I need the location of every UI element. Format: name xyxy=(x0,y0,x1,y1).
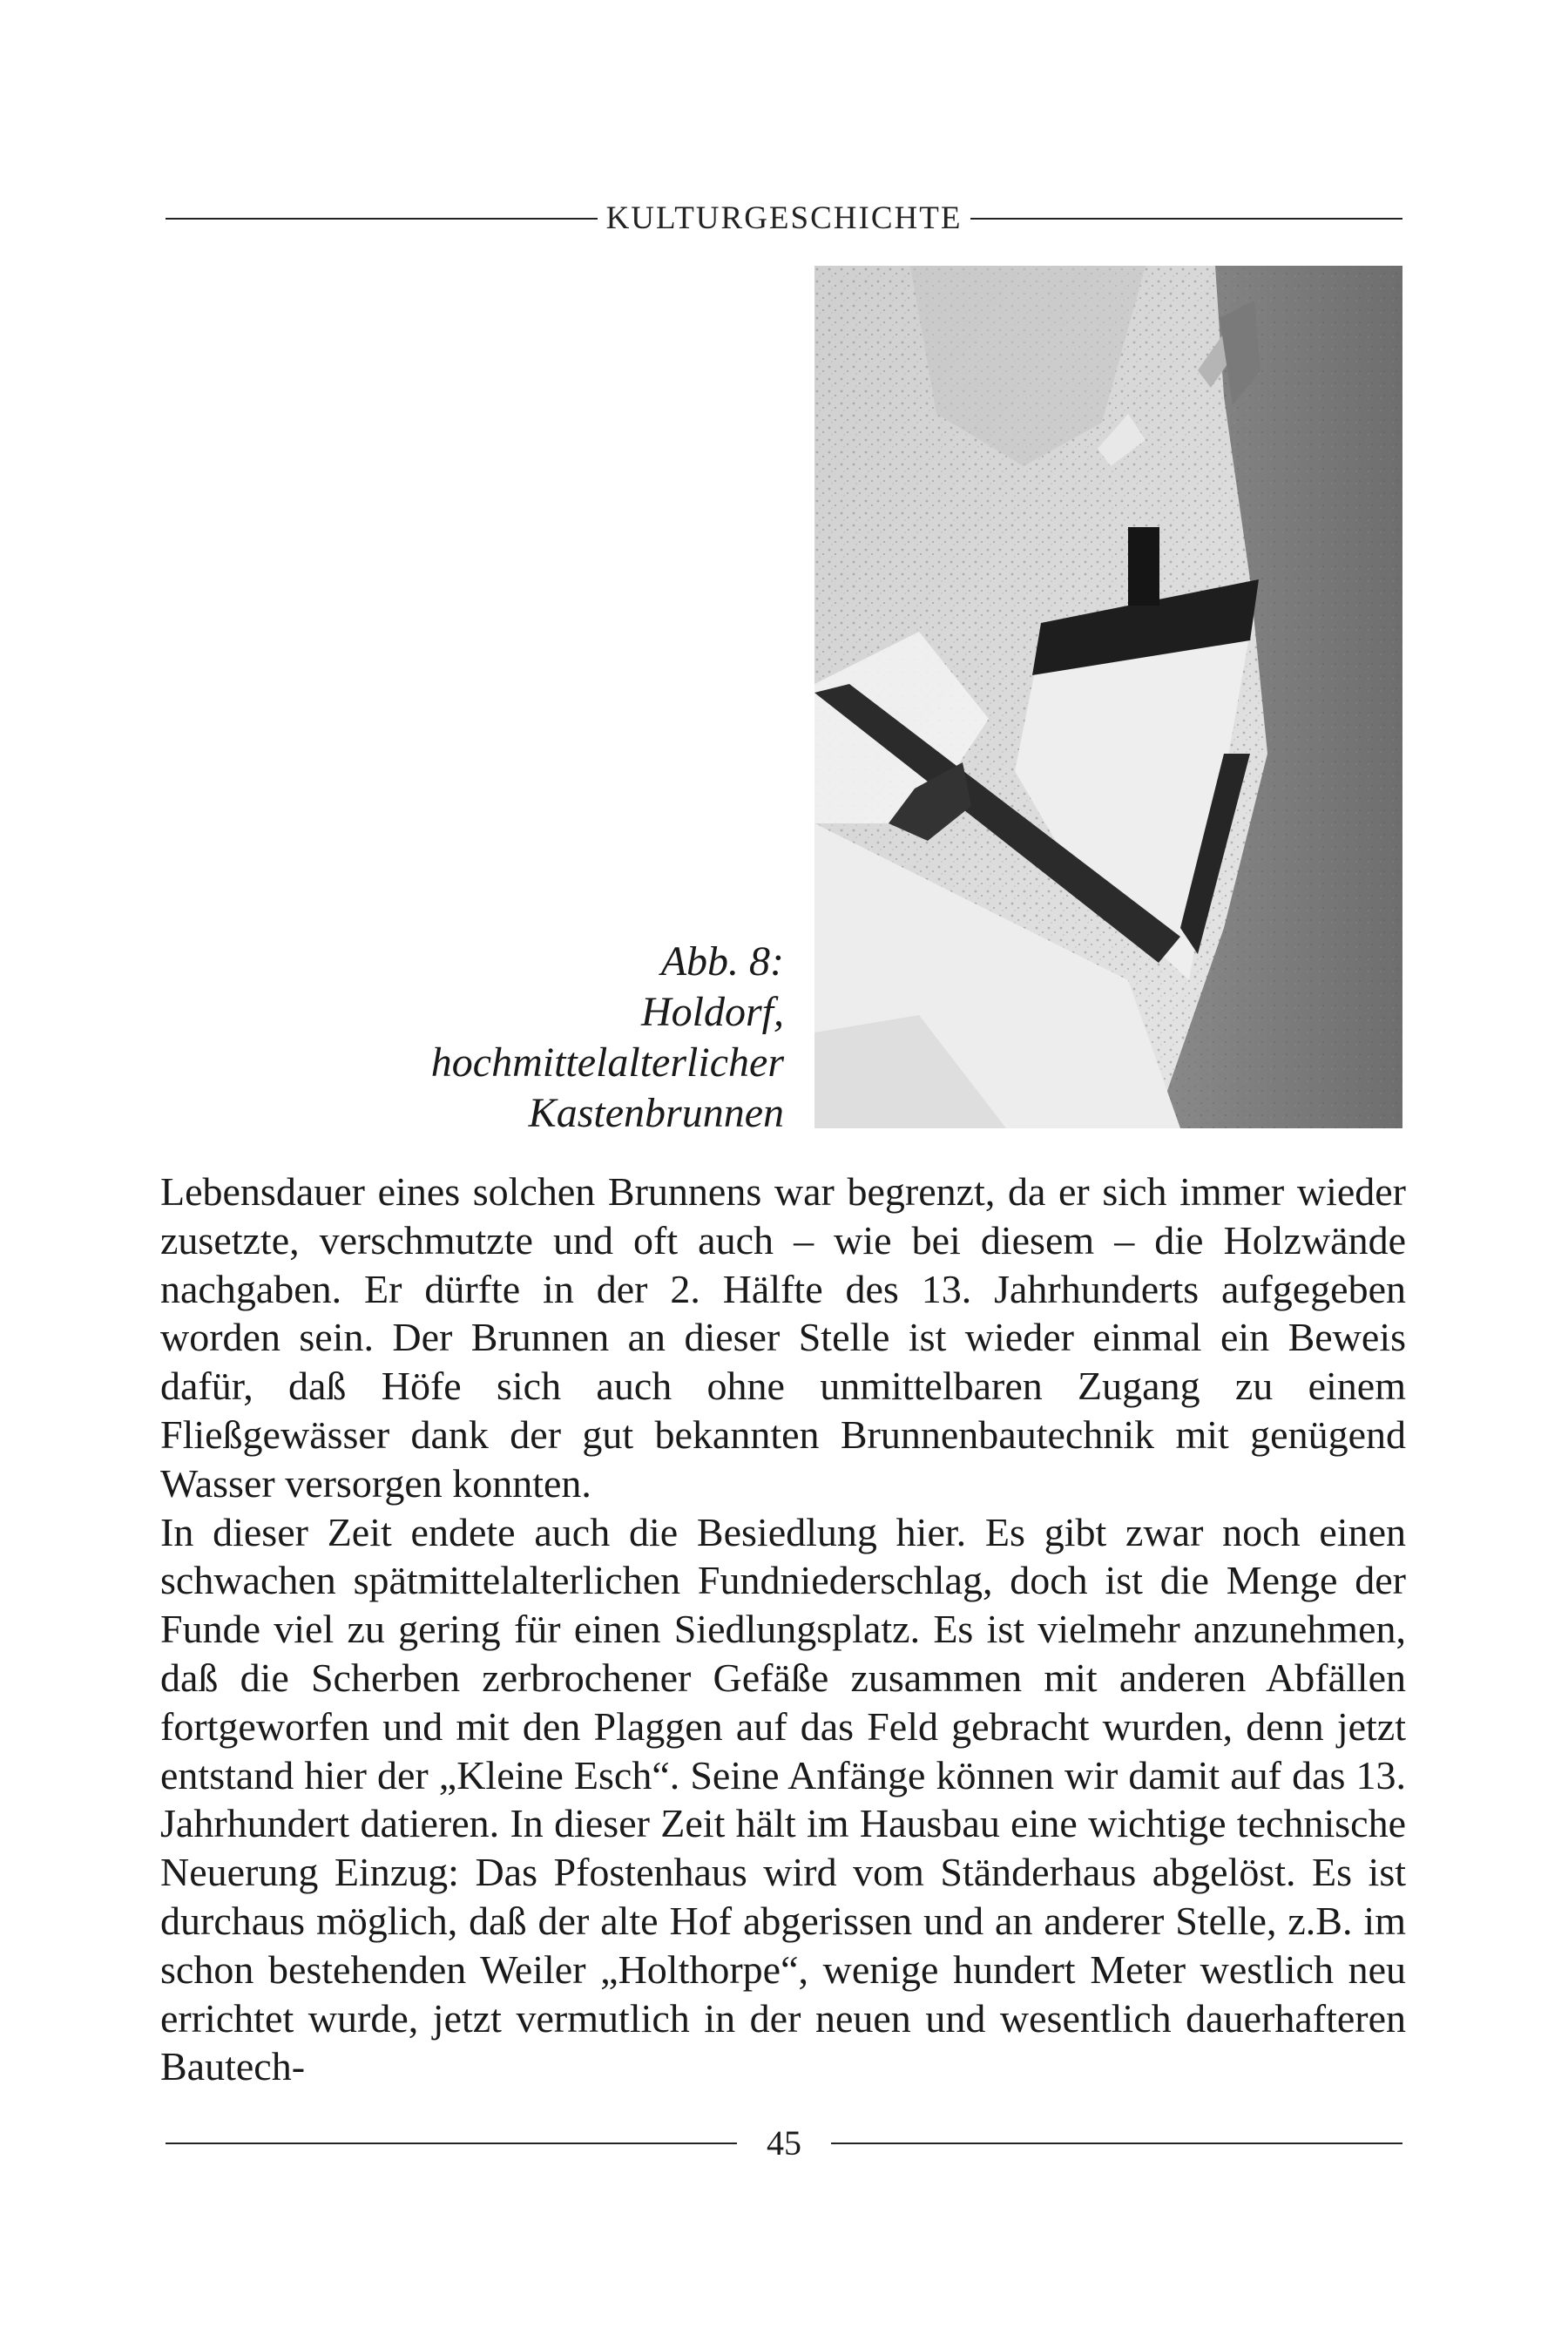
excavation-photo xyxy=(814,266,1402,1128)
running-header xyxy=(166,202,1402,234)
footer-rule-left xyxy=(166,2143,737,2144)
page-footer xyxy=(166,2123,1402,2163)
paragraph-2: In dieser Zeit endete auch die Besiedlung hier. Es gibt zwar noch einen schwachen spätmittelalterlichen Fundniederschlag, doch ist die Menge der Funde viel zu gering für einen Siedlungsplatz. Es ist vielmehr anzunehmen, daß die Scherben zerbrochener Gefäße zusammen mit anderen Abfällen fortgeworfen und mit den Plaggen auf das Feld gebracht wurden, denn jetzt entstand hier der „Kleine Esch“. Seine Anfänge können wir damit auf das 13. Jahrhundert datieren. In dieser Zeit hält im Hausbau eine wichtige technische Neuerung Einzug: Das Pfostenhaus wird vom Ständerhaus abgelöst. Es ist durchaus möglich, daß der alte Hof abgerissen und an anderer Stelle, z.B. im schon bestehenden Weiler „Holthorpe“, wenige hundert Meter westlich neu errichtet wurde, jetzt vermutlich in der neuen und wesentlich dauerhafteren Bautech- xyxy=(160,1509,1406,2089)
well-photo-illustration xyxy=(814,266,1402,1128)
caption-line-2: Holdorf, xyxy=(640,989,784,1035)
header-title: KULTURGESCHICHTE xyxy=(605,200,963,236)
caption-line-3: hochmittelalterlicher xyxy=(430,1039,784,1086)
caption-line-4: Kastenbrunnen xyxy=(528,1090,784,1136)
footer-rule-right xyxy=(831,2143,1402,2144)
header-rule-right xyxy=(970,218,1402,220)
page-number: 45 xyxy=(767,2123,801,2163)
figure-caption xyxy=(431,937,784,1139)
caption-line-1: Abb. 8: xyxy=(660,938,784,985)
paragraph-1: Lebensdauer eines solchen Brunnens war begrenzt, da er sich immer wieder zusetzte, verschmutzte und oft auch – wie bei diesem – die Holzwände nachgaben. Er dürfte in der 2. Hälfte des 13. Jahrhunderts aufgegeben worden sein. Der Brunnen an dieser Stelle ist wieder einmal ein Beweis dafür, daß Höfe sich auch ohne unmittelbaren Zugang zu einem Fließgewässer dank der gut bekannten Brunnenbautechnik mit genügend Wasser versorgen konnten. xyxy=(160,1169,1406,1506)
body-text xyxy=(160,1168,1406,2091)
header-rule-left xyxy=(166,218,598,220)
